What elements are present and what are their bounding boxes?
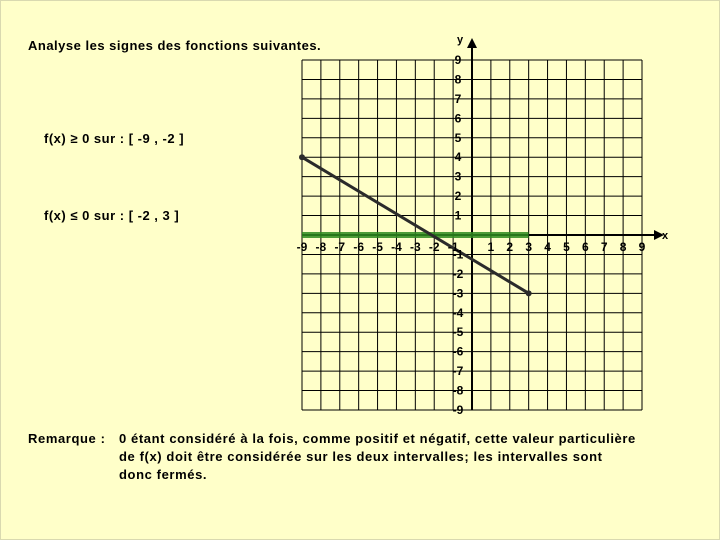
y-tick-label: 8	[454, 72, 462, 87]
y-tick-label: -9	[452, 403, 464, 417]
page-title: Analyse les signes des fonctions suivantes.	[28, 38, 322, 53]
x-tick-label: 9	[638, 240, 646, 254]
y-tick-label: -8	[452, 383, 464, 398]
x-tick-label: -4	[391, 240, 402, 254]
x-tick-label: -2	[428, 240, 440, 254]
x-tick-label: -9	[296, 240, 308, 254]
y-tick-label: 7	[454, 91, 462, 106]
x-tick-label: 7	[600, 240, 608, 254]
y-tick-label: 2	[454, 189, 462, 204]
y-tick-label: 1	[454, 208, 462, 223]
x-tick-label: -7	[334, 240, 346, 254]
series-point	[526, 290, 532, 296]
x-tick-label: -6	[353, 240, 365, 254]
x-tick-label: -5	[372, 240, 383, 254]
sign-statement-positive: f(x) ≥ 0 sur : [ -9 , -2 ]	[44, 131, 185, 146]
x-tick-label: 4	[544, 240, 551, 254]
x-axis-label: x	[662, 230, 669, 242]
x-tick-label: -3	[409, 240, 421, 254]
remark-label: Remarque :	[28, 431, 106, 446]
y-tick-label: -1	[452, 247, 464, 262]
tick-labels	[297, 34, 669, 417]
y-tick-label: -3	[452, 286, 464, 301]
x-tick-label: 6	[581, 240, 589, 254]
x-tick-label: 5	[563, 240, 570, 254]
remark-text: 0 étant considéré à la fois, comme positif et négatif, cette valeur particulière de f(x) doit être considérée sur les deux intervalles; les intervalles sont donc fermés.	[119, 431, 636, 482]
x-tick-label: 8	[619, 240, 627, 254]
y-tick-label: -6	[452, 344, 464, 359]
sign-statement-negative: f(x) ≤ 0 sur : [ -2 , 3 ]	[44, 208, 180, 223]
y-tick-label: -4	[452, 305, 464, 320]
y-tick-label: 9	[454, 53, 462, 67]
highlight-bar	[302, 232, 529, 238]
x-tick-label: 2	[506, 240, 514, 254]
y-tick-label: 4	[454, 150, 462, 165]
y-tick-label: 3	[454, 169, 462, 184]
y-tick-label: -5	[452, 325, 464, 340]
y-tick-label: -2	[452, 266, 464, 281]
x-tick-label: 1	[487, 240, 495, 254]
series-point	[299, 154, 305, 160]
interval-highlight	[302, 232, 529, 238]
y-tick-label: -7	[452, 364, 464, 379]
x-tick-label: -1	[447, 240, 459, 254]
axes	[302, 38, 664, 410]
y-axis-label: y	[456, 34, 464, 46]
y-tick-label: 6	[454, 111, 462, 126]
y-tick-label: 5	[454, 130, 462, 145]
x-tick-label: -8	[315, 240, 327, 254]
y-axis-arrow	[467, 38, 477, 48]
x-tick-label: 3	[525, 240, 533, 254]
